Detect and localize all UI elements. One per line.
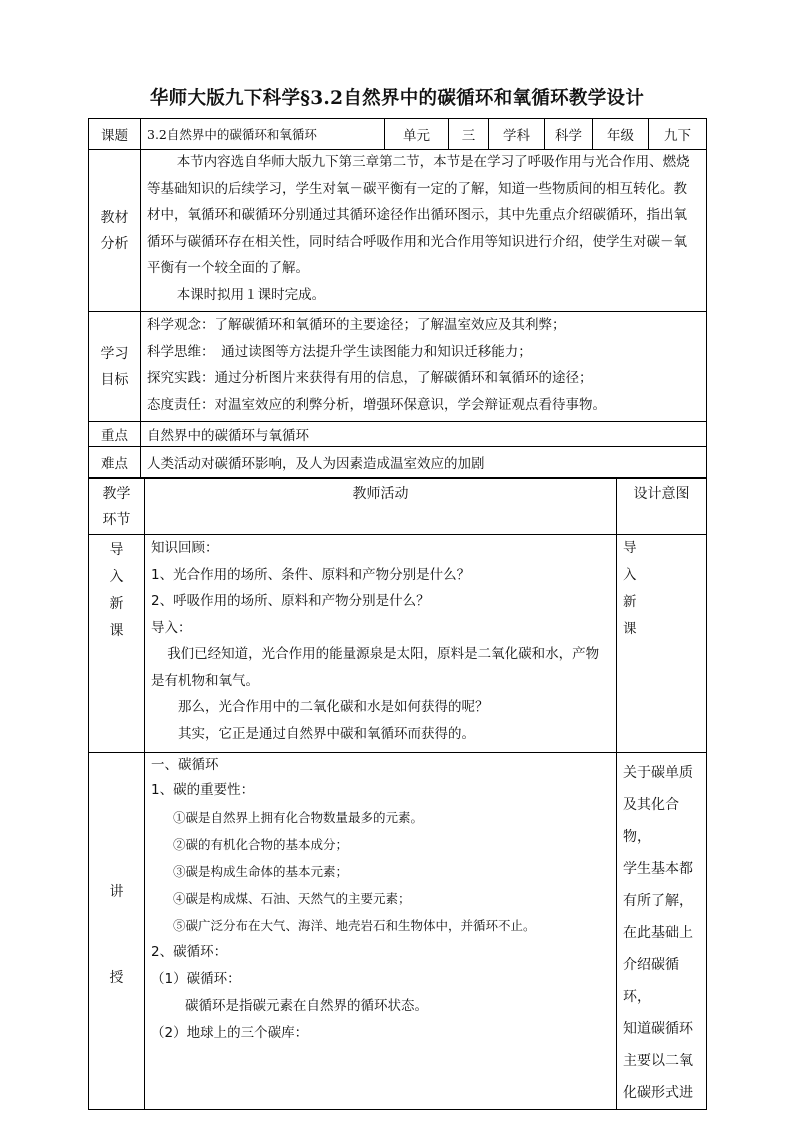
subject-label: 学科 [489, 119, 545, 150]
intro-stage: 导 入 新 课 [89, 535, 145, 753]
subject-value: 科学 [545, 119, 593, 150]
intro-line: 其实，它正是通过自然界中碳和氧循环而获得的。 [178, 725, 475, 742]
lecture-line: ④碳是构成煤、石油、天然气的主要元素； [173, 891, 411, 906]
lecture-line: （2）地球上的三个碳库： [151, 1025, 309, 1041]
teacher-activity-header: 教师活动 [145, 479, 617, 535]
unit-value: 三 [449, 119, 489, 150]
difficulty-value: 人类活动对碳循环影响，及人为因素造成温室效应的加剧 [141, 447, 707, 478]
topic-label: 课题 [89, 119, 141, 150]
lecture-activity [145, 753, 617, 1110]
goal-item: 探究实践：通过分析图片来获得有用的信息，了解碳循环和氧循环的途径； [147, 370, 593, 386]
goals-label: 学习 目标 [89, 312, 141, 422]
page-title: 华师大版九下科学§3.2自然界中的碳循环和氧循环教学设计 [149, 88, 645, 109]
goal-item: 态度责任：对温室效应的利弊分析，增强环保意识，学会辩证观点看待事物。 [147, 396, 606, 413]
lecture-stage: 讲 授 [89, 753, 145, 1110]
intro-line: 1、光合作用的场所、条件、原料和产物分别是什么？ [151, 566, 471, 583]
goal-item: 科学观念：了解碳循环和氧循环的主要途径；了解温室效应及其利弊； [147, 317, 566, 333]
lecture-line: 碳循环是指碳元素在自然界的循环状态。 [185, 998, 428, 1014]
analysis-content [141, 150, 707, 312]
goal-item: 科学思维： 通过读图等方法提升学生读图能力和知识迁移能力； [147, 343, 532, 360]
lecture-line: 一、碳循环 [151, 757, 219, 773]
goals-content [141, 312, 707, 422]
design-intent-header: 设计意图 [617, 479, 707, 535]
course-info-table [88, 118, 707, 478]
key-point-label: 重点 [89, 422, 141, 447]
grade-value: 九下 [649, 119, 707, 150]
lecture-line: 2、碳循环： [151, 944, 228, 960]
lecture-line: 1、碳的重要性： [151, 782, 255, 798]
difficulty-label: 难点 [89, 447, 141, 478]
intro-line: 导入： [151, 619, 192, 636]
intro-activity [145, 535, 617, 753]
topic-value: 3.2自然界中的碳循环和氧循环 [141, 119, 385, 150]
lecture-line: （1）碳循环： [151, 971, 241, 987]
analysis-paragraph: 本节内容选自华师大版九下第三章第二节，本节是在学习了呼吸作用与光合作用、燃烧等基础知识的后续学习，学生对氧－碳平衡有一定的了解，知道一些物质间的相互转化。教材中，氧循环和碳循环分别通过其循环途径作出循环图示，其中先重点介绍碳循环，指出氧循环与碳循环存在相关性，同时结合呼吸作用和光合作用等知识进行介绍，使学生对碳－氧平衡有一个较全面的了解。 [147, 154, 690, 276]
teaching-process-table [88, 478, 707, 1110]
stage-header: 教学 环节 [89, 479, 145, 535]
intro-line: 2、呼吸作用的场所、原料和产物分别是什么？ [151, 593, 430, 609]
analysis-label: 教材 分析 [89, 150, 141, 312]
grade-label: 年级 [593, 119, 649, 150]
lecture-line: ①碳是自然界上拥有化合物数量最多的元素。 [173, 810, 424, 825]
key-point-value: 自然界中的碳循环与氧循环 [141, 422, 707, 447]
lecture-intent: 关于碳单质 及其化合物， 学生基本都 有所了解， 在此基础上 介绍碳循环， 知道碳循环 主要以二氧 化碳形式进 [617, 753, 707, 1110]
lecture-line: ②碳的有机化合物的基本成分； [173, 837, 349, 852]
lecture-line: ⑤碳广泛分布在大气、海洋、地壳岩石和生物体中，并循环不止。 [173, 918, 536, 933]
intro-line: 我们已经知道，光合作用的能量源泉是太阳，原料是二氧化碳和水，产物是有机物和氧气。 [151, 646, 600, 689]
intro-line: 知识回顾： [151, 540, 219, 556]
intro-intent: 导 入 新 课 [617, 535, 707, 753]
intro-line: 那么，光合作用中的二氧化碳和水是如何获得的呢？ [178, 699, 489, 715]
analysis-note: 本课时拟用１课时完成。 [176, 286, 326, 303]
lecture-line: ③碳是构成生命体的基本元素； [173, 864, 349, 879]
unit-label: 单元 [385, 119, 449, 150]
